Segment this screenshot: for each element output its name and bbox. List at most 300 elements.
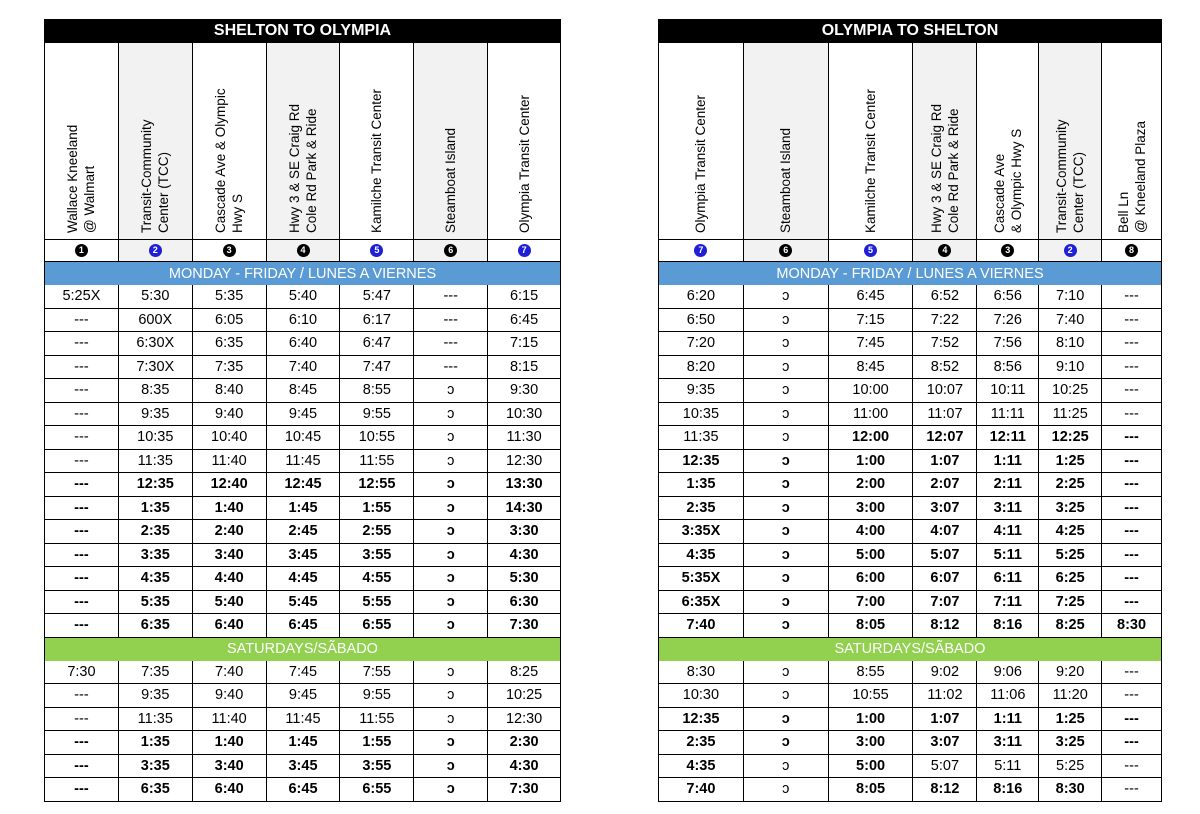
time-cell: 7:45 (267, 661, 341, 685)
stop-number-badge: 2 (149, 244, 162, 257)
time-cell: ↄ (414, 684, 488, 708)
stop-name: Olympia Transit Center (693, 94, 709, 233)
column-headers (658, 43, 1162, 240)
time-cell: 6:35 (193, 332, 267, 356)
time-cell: 5:35 (119, 591, 193, 615)
stop-number-cell (267, 240, 341, 262)
time-cell: 5:00 (829, 755, 914, 779)
time-cell: 12:25 (1039, 426, 1102, 450)
time-cell: 2:35 (119, 520, 193, 544)
time-cell: --- (45, 473, 119, 497)
time-cell: 2:30 (488, 731, 561, 755)
stop-number-cell (1039, 240, 1102, 262)
stop-name: Cascade Ave & Olympic Hwy S (213, 88, 246, 233)
time-cell: --- (1102, 755, 1162, 779)
stop-name: Kamilche Transit Center (369, 88, 385, 233)
time-cell: 8:10 (1039, 332, 1102, 356)
time-cell: 9:45 (267, 403, 341, 427)
time-cell: 4:45 (267, 567, 341, 591)
time-cell: ↄ (744, 403, 829, 427)
trip-row (44, 497, 561, 521)
column-headers (44, 43, 561, 240)
time-cell: ↄ (744, 731, 829, 755)
time-cell: 6:17 (340, 309, 414, 333)
time-cell: 1:45 (267, 497, 341, 521)
stop-number-badge: 8 (1125, 244, 1138, 257)
time-cell: 9:10 (1039, 356, 1102, 380)
time-cell: 6:40 (267, 332, 341, 356)
table-title: SHELTON TO OLYMPIA (44, 19, 561, 43)
time-cell: 5:11 (977, 755, 1039, 779)
time-cell: ↄ (414, 473, 488, 497)
time-cell: 12:35 (119, 473, 193, 497)
time-cell: 6:45 (267, 778, 341, 802)
stop-header (913, 43, 977, 240)
trip-row (658, 426, 1162, 450)
time-cell: 8:25 (488, 661, 561, 685)
time-cell: ↄ (744, 614, 829, 638)
time-cell: 4:55 (340, 567, 414, 591)
stop-number-cell (744, 240, 829, 262)
time-cell: 5:35X (659, 567, 744, 591)
time-cell: 1:35 (119, 497, 193, 521)
time-cell: ↄ (414, 379, 488, 403)
service-day-band: SATURDAYS/SÃBADO (44, 638, 561, 661)
time-cell: 7:15 (488, 332, 561, 356)
stop-header (193, 43, 267, 240)
time-cell: ↄ (744, 332, 829, 356)
time-cell: ↄ (414, 544, 488, 568)
time-cell: 8:55 (340, 379, 414, 403)
time-cell: 7:40 (193, 661, 267, 685)
trip-row (44, 731, 561, 755)
time-cell: ↄ (414, 403, 488, 427)
time-cell: 6:47 (340, 332, 414, 356)
time-cell: 8:56 (977, 356, 1039, 380)
time-cell: ↄ (744, 356, 829, 380)
time-cell: 3:35X (659, 520, 744, 544)
time-cell: 9:35 (659, 379, 744, 403)
time-cell: ↄ (414, 450, 488, 474)
trip-row (658, 778, 1162, 802)
trip-row (658, 544, 1162, 568)
time-cell: 6:55 (340, 614, 414, 638)
time-cell: --- (45, 450, 119, 474)
time-cell: 3:25 (1039, 731, 1102, 755)
time-cell: 8:12 (913, 614, 977, 638)
time-cell: 11:55 (340, 708, 414, 732)
time-cell: 11:11 (977, 403, 1039, 427)
time-cell: 1:11 (977, 708, 1039, 732)
service-day-band: MONDAY - FRIDAY / LUNES A VIERNES (658, 262, 1162, 285)
time-cell: 7:11 (977, 591, 1039, 615)
time-cell: 11:40 (193, 450, 267, 474)
time-cell: 9:40 (193, 684, 267, 708)
time-cell: 3:55 (340, 755, 414, 779)
time-cell: 4:25 (1039, 520, 1102, 544)
time-cell: ↄ (744, 755, 829, 779)
time-cell: 1:07 (913, 708, 977, 732)
time-cell: 6:35 (119, 778, 193, 802)
time-cell: 5:25X (45, 285, 119, 309)
trip-row (658, 285, 1162, 309)
time-cell: --- (1102, 778, 1162, 802)
time-cell: --- (45, 567, 119, 591)
time-cell: 3:07 (913, 731, 977, 755)
time-cell: 7:45 (829, 332, 914, 356)
time-cell: --- (1102, 426, 1162, 450)
time-cell: --- (45, 731, 119, 755)
time-cell: 10:00 (829, 379, 914, 403)
time-cell: 5:47 (340, 285, 414, 309)
time-cell: 6:15 (488, 285, 561, 309)
trip-row (44, 332, 561, 356)
stop-header (340, 43, 414, 240)
time-cell: 5:25 (1039, 544, 1102, 568)
time-cell: 8:20 (659, 356, 744, 380)
trip-row (658, 309, 1162, 333)
time-cell: --- (45, 684, 119, 708)
time-cell: 3:07 (913, 497, 977, 521)
time-cell: 1:55 (340, 731, 414, 755)
time-cell: 6:50 (659, 309, 744, 333)
time-cell: 2:40 (193, 520, 267, 544)
time-cell: 4:30 (488, 544, 561, 568)
time-cell: 5:35 (193, 285, 267, 309)
time-cell: 7:35 (119, 661, 193, 685)
time-cell: --- (414, 356, 488, 380)
time-cell: 12:35 (659, 450, 744, 474)
trip-row (44, 591, 561, 615)
trip-row (44, 379, 561, 403)
stop-header (267, 43, 341, 240)
time-cell: 9:45 (267, 684, 341, 708)
stop-number-badge: 6 (779, 244, 792, 257)
trip-row (658, 614, 1162, 638)
time-cell: 10:30 (488, 403, 561, 427)
time-cell: 3:35 (119, 544, 193, 568)
time-cell: 7:25 (1039, 591, 1102, 615)
time-cell: 6:40 (193, 778, 267, 802)
time-cell: 7:55 (340, 661, 414, 685)
trip-row (658, 356, 1162, 380)
time-cell: 6:56 (977, 285, 1039, 309)
trip-row (44, 544, 561, 568)
trip-row (658, 403, 1162, 427)
time-cell: --- (45, 778, 119, 802)
time-cell: 5:07 (913, 544, 977, 568)
time-cell: --- (1102, 591, 1162, 615)
time-cell: 1:45 (267, 731, 341, 755)
trip-row (658, 497, 1162, 521)
time-cell: 3:40 (193, 544, 267, 568)
time-cell: 11:00 (829, 403, 914, 427)
trip-row (44, 614, 561, 638)
time-cell: 1:40 (193, 731, 267, 755)
time-cell: 5:55 (340, 591, 414, 615)
time-cell: ↄ (744, 684, 829, 708)
time-cell: 7:07 (913, 591, 977, 615)
time-cell: 6:07 (913, 567, 977, 591)
trip-row (658, 755, 1162, 779)
trip-row (44, 778, 561, 802)
trip-row (44, 708, 561, 732)
time-cell: 10:55 (829, 684, 914, 708)
time-cell: 7:30 (488, 614, 561, 638)
time-cell: 8:55 (829, 661, 914, 685)
time-cell: 11:06 (977, 684, 1039, 708)
time-cell: 8:30 (1102, 614, 1162, 638)
trip-row (658, 661, 1162, 685)
time-cell: ↄ (744, 450, 829, 474)
time-cell: 6:11 (977, 567, 1039, 591)
time-cell: --- (1102, 520, 1162, 544)
time-cell: ↄ (414, 591, 488, 615)
time-cell: 5:25 (1039, 755, 1102, 779)
time-cell: ↄ (414, 520, 488, 544)
stop-header (45, 43, 119, 240)
trip-row (44, 473, 561, 497)
trip-row (658, 684, 1162, 708)
time-cell: 10:30 (659, 684, 744, 708)
time-cell: ↄ (414, 497, 488, 521)
time-cell: --- (1102, 356, 1162, 380)
trip-row (658, 567, 1162, 591)
time-cell: --- (414, 332, 488, 356)
time-cell: 1:55 (340, 497, 414, 521)
time-cell: ↄ (744, 661, 829, 685)
stop-name: Hwy 3 & SE Craig Rd Cole Rd Park & Ride (928, 103, 961, 233)
time-cell: 12:00 (829, 426, 914, 450)
stop-number-badge: 3 (1001, 244, 1014, 257)
time-cell: 10:35 (659, 403, 744, 427)
stop-name: Bell Ln @ Kneeland Plaza (1115, 120, 1148, 233)
time-cell: 12:11 (977, 426, 1039, 450)
time-cell: 4:30 (488, 755, 561, 779)
time-cell: ↄ (744, 778, 829, 802)
stop-number-cell (193, 240, 267, 262)
time-cell: 8:05 (829, 614, 914, 638)
time-cell: --- (45, 497, 119, 521)
time-cell: ↄ (414, 614, 488, 638)
time-cell: ↄ (414, 426, 488, 450)
time-cell: --- (45, 403, 119, 427)
trip-row (44, 661, 561, 685)
time-cell: 11:35 (119, 450, 193, 474)
time-cell: 6:45 (267, 614, 341, 638)
time-cell: 1:07 (913, 450, 977, 474)
time-cell: 7:30 (488, 778, 561, 802)
stop-header (119, 43, 193, 240)
time-cell: 3:00 (829, 497, 914, 521)
time-cell: ↄ (414, 778, 488, 802)
time-cell: 12:30 (488, 450, 561, 474)
trip-row (44, 426, 561, 450)
time-cell: ↄ (744, 520, 829, 544)
time-cell: --- (1102, 473, 1162, 497)
time-cell: 3:40 (193, 755, 267, 779)
time-cell: 6:45 (829, 285, 914, 309)
stop-number-badge: 4 (938, 244, 951, 257)
trip-row (658, 708, 1162, 732)
time-cell: 3:11 (977, 497, 1039, 521)
time-cell: --- (1102, 332, 1162, 356)
time-cell: 7:40 (659, 614, 744, 638)
trip-row (44, 356, 561, 380)
time-cell: 4:35 (659, 544, 744, 568)
trip-row (658, 731, 1162, 755)
trip-row (44, 450, 561, 474)
stop-number-badge: 4 (297, 244, 310, 257)
time-cell: ↄ (414, 661, 488, 685)
stop-header (1039, 43, 1102, 240)
stop-number-badge: 5 (864, 244, 877, 257)
time-cell: 7:35 (193, 356, 267, 380)
time-cell: 6:35 (119, 614, 193, 638)
trip-row (658, 520, 1162, 544)
time-cell: 3:35 (119, 755, 193, 779)
trip-row (44, 755, 561, 779)
time-cell: 12:45 (267, 473, 341, 497)
time-cell: 6:30X (119, 332, 193, 356)
time-cell: 3:45 (267, 544, 341, 568)
time-cell: --- (45, 520, 119, 544)
time-cell: 5:07 (913, 755, 977, 779)
stop-header (488, 43, 561, 240)
stop-number-cell (488, 240, 561, 262)
stop-name: Steamboat Island (778, 127, 794, 233)
time-cell: 9:06 (977, 661, 1039, 685)
time-cell: 3:25 (1039, 497, 1102, 521)
time-cell: --- (45, 755, 119, 779)
stop-header (829, 43, 914, 240)
trip-row (44, 309, 561, 333)
time-cell: ↄ (744, 544, 829, 568)
time-cell: ↄ (744, 708, 829, 732)
time-cell: 1:25 (1039, 450, 1102, 474)
stop-number-badge: 1 (75, 244, 88, 257)
time-cell: 2:25 (1039, 473, 1102, 497)
time-cell: 6:00 (829, 567, 914, 591)
time-cell: --- (414, 285, 488, 309)
stop-name: Transit-Community Center (TCC) (1054, 119, 1087, 233)
time-cell: 8:45 (267, 379, 341, 403)
time-cell: ↄ (744, 379, 829, 403)
stop-header (659, 43, 744, 240)
stop-number-badge: 6 (444, 244, 457, 257)
stop-number-cell (1102, 240, 1162, 262)
time-cell: 11:25 (1039, 403, 1102, 427)
time-cell: 8:52 (913, 356, 977, 380)
time-cell: --- (1102, 285, 1162, 309)
time-cell: 8:35 (119, 379, 193, 403)
time-cell: --- (1102, 708, 1162, 732)
stop-number-badge: 7 (518, 244, 531, 257)
time-cell: 2:45 (267, 520, 341, 544)
time-cell: 11:07 (913, 403, 977, 427)
time-cell: 6:25 (1039, 567, 1102, 591)
time-cell: 4:35 (119, 567, 193, 591)
stop-number-cell (414, 240, 488, 262)
time-cell: 8:15 (488, 356, 561, 380)
time-cell: 8:30 (1039, 778, 1102, 802)
time-cell: 5:30 (488, 567, 561, 591)
time-cell: 1:35 (659, 473, 744, 497)
time-cell: 9:30 (488, 379, 561, 403)
time-cell: 9:35 (119, 684, 193, 708)
time-cell: 11:45 (267, 708, 341, 732)
time-cell: 6:30 (488, 591, 561, 615)
time-cell: 6:40 (193, 614, 267, 638)
time-cell: 1:25 (1039, 708, 1102, 732)
stop-header (744, 43, 829, 240)
time-cell: 9:35 (119, 403, 193, 427)
time-cell: 12:30 (488, 708, 561, 732)
time-cell: 1:35 (119, 731, 193, 755)
time-cell: --- (45, 356, 119, 380)
stop-number-badge: 5 (370, 244, 383, 257)
time-cell: 8:45 (829, 356, 914, 380)
time-cell: --- (1102, 379, 1162, 403)
time-cell: 11:45 (267, 450, 341, 474)
time-cell: 7:30X (119, 356, 193, 380)
stop-name: Hwy 3 & SE Craig Rd Cole Rd Park & Ride (287, 103, 319, 233)
stop-number-badge: 7 (694, 244, 707, 257)
time-cell: 1:40 (193, 497, 267, 521)
trip-row (658, 332, 1162, 356)
time-cell: --- (45, 332, 119, 356)
time-cell: 2:11 (977, 473, 1039, 497)
time-cell: 11:02 (913, 684, 977, 708)
stop-number-cell (340, 240, 414, 262)
time-cell: 10:25 (488, 684, 561, 708)
time-cell: 1:00 (829, 708, 914, 732)
time-cell: ↄ (744, 309, 829, 333)
time-cell: ↄ (744, 497, 829, 521)
time-cell: 7:15 (829, 309, 914, 333)
trip-row (658, 379, 1162, 403)
time-cell: 11:35 (119, 708, 193, 732)
time-cell: 12:40 (193, 473, 267, 497)
time-cell: 12:35 (659, 708, 744, 732)
stop-number-cell (829, 240, 914, 262)
stop-name: Transit-Community Center (TCC) (139, 119, 172, 233)
time-cell: 4:35 (659, 755, 744, 779)
time-cell: --- (1102, 450, 1162, 474)
time-cell: --- (45, 544, 119, 568)
time-cell: --- (1102, 567, 1162, 591)
time-cell: 4:00 (829, 520, 914, 544)
time-cell: 5:45 (267, 591, 341, 615)
time-cell: --- (45, 591, 119, 615)
time-cell: ↄ (414, 567, 488, 591)
time-cell: --- (1102, 497, 1162, 521)
time-cell: 7:00 (829, 591, 914, 615)
time-cell: 5:40 (193, 591, 267, 615)
time-cell: ↄ (414, 755, 488, 779)
time-cell: 6:52 (913, 285, 977, 309)
time-cell: 5:00 (829, 544, 914, 568)
time-cell: ↄ (414, 731, 488, 755)
time-cell: --- (1102, 731, 1162, 755)
time-cell: --- (45, 708, 119, 732)
time-cell: 2:00 (829, 473, 914, 497)
time-cell: 8:16 (977, 778, 1039, 802)
stop-name: Olympia Transit Center (516, 94, 532, 233)
stop-header (977, 43, 1039, 240)
time-cell: 6:05 (193, 309, 267, 333)
time-cell: 9:20 (1039, 661, 1102, 685)
